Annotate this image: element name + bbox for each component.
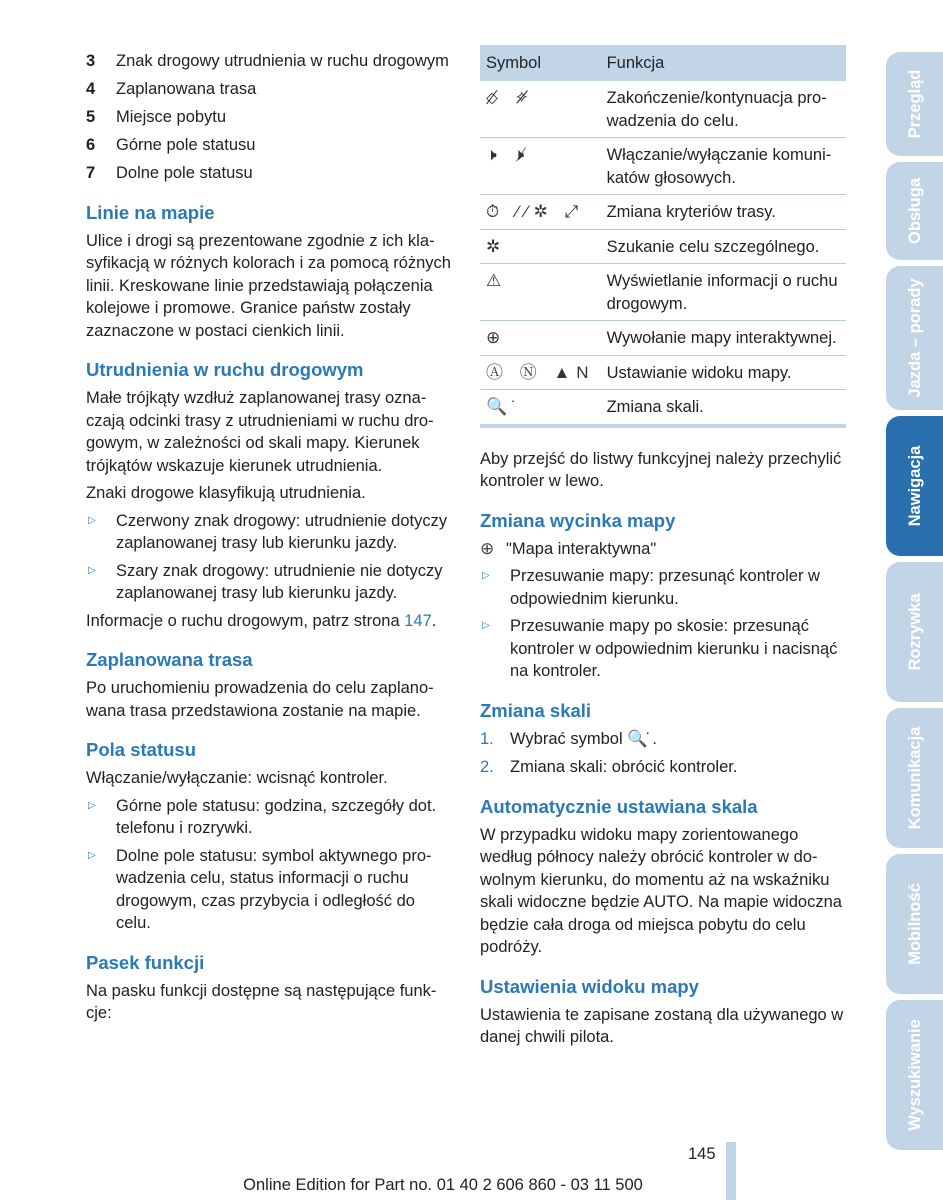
list-item: 7 Dolne pole statusu bbox=[86, 164, 253, 182]
table-row: 🕨 🕨̸ Włączanie/wyłączanie komunikatów głosowych. bbox=[480, 138, 846, 195]
crosshair-icon: ⊕ bbox=[480, 321, 601, 356]
tab-nawigacja[interactable]: Nawigacja bbox=[886, 416, 943, 556]
tab-jazda-porady[interactable]: Jazda – porady bbox=[886, 266, 943, 410]
interactive-map-line: ⊕ "Mapa interaktywna" bbox=[480, 538, 846, 561]
tab-przeglad[interactable]: Przegląd bbox=[886, 52, 943, 156]
heading-utrudnienia: Utrudnienia w ruchu drogowym bbox=[86, 359, 364, 380]
table-row: ⏱ ⁄⁄✲ ⤢ Zmiana kryteriów trasy. bbox=[480, 195, 846, 230]
tab-wyszukiwanie[interactable]: Wyszukiwanie bbox=[886, 1000, 943, 1150]
triangle-bullet-icon: ▷ bbox=[482, 620, 490, 631]
bullet-list bbox=[86, 795, 452, 935]
heading-skala: Zmiana skali bbox=[480, 699, 592, 721]
zoom-icon: 🔍̇ bbox=[627, 729, 648, 748]
heading-widok: Ustawienia widoku mapy bbox=[480, 975, 699, 997]
warning-triangle-icon: ⚠ bbox=[480, 264, 601, 321]
list-item: 6 Górne pole statusu bbox=[86, 136, 256, 154]
heading-trasa: Zaplanowana trasa bbox=[86, 649, 253, 670]
heading-pasek: Pasek funkcji bbox=[86, 951, 205, 973]
paragraph-linie: Ulice i drogi są prezentowane zgodnie z ich klasyfikacją w różnych kolorach i za pomocą różnych linii. Kreskowane linie przedstawiają połączenia kolejowe i promowe. Granice państw zostały zaznaczone w postaci cienkich linii. bbox=[86, 231, 451, 340]
chapter-tabs bbox=[886, 52, 943, 1156]
paragraph: Włączanie/wyłączanie: wcisnąć kontroler. bbox=[86, 769, 388, 787]
special-destination-icon: ✲ bbox=[480, 229, 601, 264]
bullet-item: ▷ Czerwony znak drogowy: utrudnienie dotyczy zaplanowanej trasy lub kierunku jazdy. bbox=[86, 510, 452, 555]
heading-auto: Automatycznie ustawiana skala bbox=[480, 795, 758, 817]
triangle-bullet-icon: ▷ bbox=[88, 799, 96, 811]
bullet-item: ▷ Przesuwanie mapy: przesunąć kontroler w odpowiednim kierunku. bbox=[480, 565, 846, 610]
bullet-list bbox=[480, 565, 846, 683]
bullet-item: ▷ Dolne pole statusu: symbol aktywnego prowadzenia celu, status informacji o ruchu drogowym, czas przybycia i odległość do celu. bbox=[86, 845, 452, 935]
speaker-icon: 🕨 🕨̸ bbox=[480, 138, 601, 195]
destination-guidance-icon: ⬦̸ ✧̸ bbox=[480, 81, 601, 138]
table-row: Ⓐ Ⓝ ▲N Ustawianie widoku mapy. bbox=[480, 355, 846, 390]
step-item: 1. Wybrać symbol 🔍̇ . bbox=[480, 728, 846, 751]
right-column bbox=[480, 45, 846, 1054]
legend-list bbox=[86, 50, 452, 185]
paragraph: W przypadku widoku mapy zorientowanego według północy należy obrócić kontroler w dowolnym kierunku, do momentu aż na wskaźniku skali widoczne będzie AUTO. Na mapie widoczna będzie cała droga od miejsca pobytu do celu podróży. bbox=[480, 825, 842, 956]
crosshair-icon: ⊕ bbox=[480, 538, 495, 558]
step-list bbox=[480, 728, 846, 779]
page-number: 145 bbox=[688, 1145, 716, 1163]
zoom-icon: 🔍̇ bbox=[480, 390, 601, 426]
paragraph: Ustawienia te zapisane zostaną dla używanego w danej chwili pilota. bbox=[480, 1005, 844, 1046]
table-row: ⬦̸ ✧̸ Zakończenie/kontynuacja prowadzenia do celu. bbox=[480, 81, 846, 138]
paragraph: Aby przejść do listwy funkcyjnej należy przechylić kontroler w lewo. bbox=[480, 449, 842, 490]
bullet-item: ▷ Górne pole statusu: godzina, szczegóły dot. telefonu i rozrywki. bbox=[86, 795, 452, 840]
list-item: 3 Znak drogowy utrudnienia w ruchu drogowym bbox=[86, 52, 449, 70]
paragraph: Znaki drogowe klasyfikują utrudnienia. bbox=[86, 484, 366, 502]
table-row: 🔍̇ Zmiana skali. bbox=[480, 390, 846, 426]
paragraph: Małe trójkąty wzdłuż zaplanowanej trasy oznaczają odcinki trasy z utrudnieniami w ruchu drogowym, w zależności od skali mapy. Kierunek trójkątów wskazuje kierunek utrudnienia. bbox=[86, 389, 434, 475]
paragraph: Po uruchomieniu prowadzenia do celu zaplanowana trasa przedstawiona zostanie na mapie. bbox=[86, 679, 434, 720]
bullet-list bbox=[86, 510, 452, 605]
table-row: ✲ Szukanie celu szczególnego. bbox=[480, 229, 846, 264]
table-row: ⊕ Wywołanie mapy interaktywnej. bbox=[480, 321, 846, 356]
page-link[interactable]: 147 bbox=[404, 611, 432, 630]
tab-rozrywka[interactable]: Rozrywka bbox=[886, 562, 943, 702]
list-item: 5 Miejsce pobytu bbox=[86, 108, 227, 126]
bullet-item: ▷ Szary znak drogowy: utrudnienie nie dotyczy zaplanowanej trasy lub kierunku jazdy. bbox=[86, 560, 452, 605]
tab-komunikacja[interactable]: Komunikacja bbox=[886, 708, 943, 848]
traffic-reference: Informacje o ruchu drogowym, patrz strona 147. bbox=[86, 611, 437, 630]
list-item: 4 Zaplanowana trasa bbox=[86, 80, 257, 98]
heading-wycinek: Zmiana wycinka mapy bbox=[480, 509, 676, 531]
table-row: ⚠ Wyświetlanie informacji o ruchu drogowym. bbox=[480, 264, 846, 321]
triangle-bullet-icon: ▷ bbox=[88, 514, 96, 526]
triangle-bullet-icon: ▷ bbox=[88, 849, 96, 861]
column-header-function: Funkcja bbox=[601, 45, 846, 81]
triangle-bullet-icon: ▷ bbox=[88, 564, 96, 576]
heading-pola: Pola statusu bbox=[86, 739, 196, 760]
route-criteria-icon: ⏱ ⁄⁄✲ ⤢ bbox=[480, 195, 601, 230]
tab-obsluga[interactable]: Obsługa bbox=[886, 162, 943, 260]
heading-linie: Linie na mapie bbox=[86, 201, 215, 223]
compass-icon: Ⓐ Ⓝ ▲N bbox=[480, 355, 601, 390]
step-item: 2. Zmiana skali: obrócić kontroler. bbox=[480, 758, 738, 776]
symbol-table bbox=[480, 45, 846, 428]
triangle-bullet-icon: ▷ bbox=[482, 570, 490, 581]
footer: Online Edition for Part no. 01 40 2 606 860 - 03 11 500 bbox=[243, 1176, 643, 1194]
bullet-item: ▷ Przesuwanie mapy po skosie: przesunąć kontroler w odpowiednim kierunku i nacisnąć na kontroler. bbox=[480, 615, 846, 683]
paragraph: Na pasku funkcji dostępne są następujące funkcje: bbox=[86, 981, 437, 1022]
tab-mobilnosc[interactable]: Mobilność bbox=[886, 854, 943, 994]
column-header-symbol: Symbol bbox=[480, 45, 601, 81]
left-column bbox=[86, 50, 452, 1030]
